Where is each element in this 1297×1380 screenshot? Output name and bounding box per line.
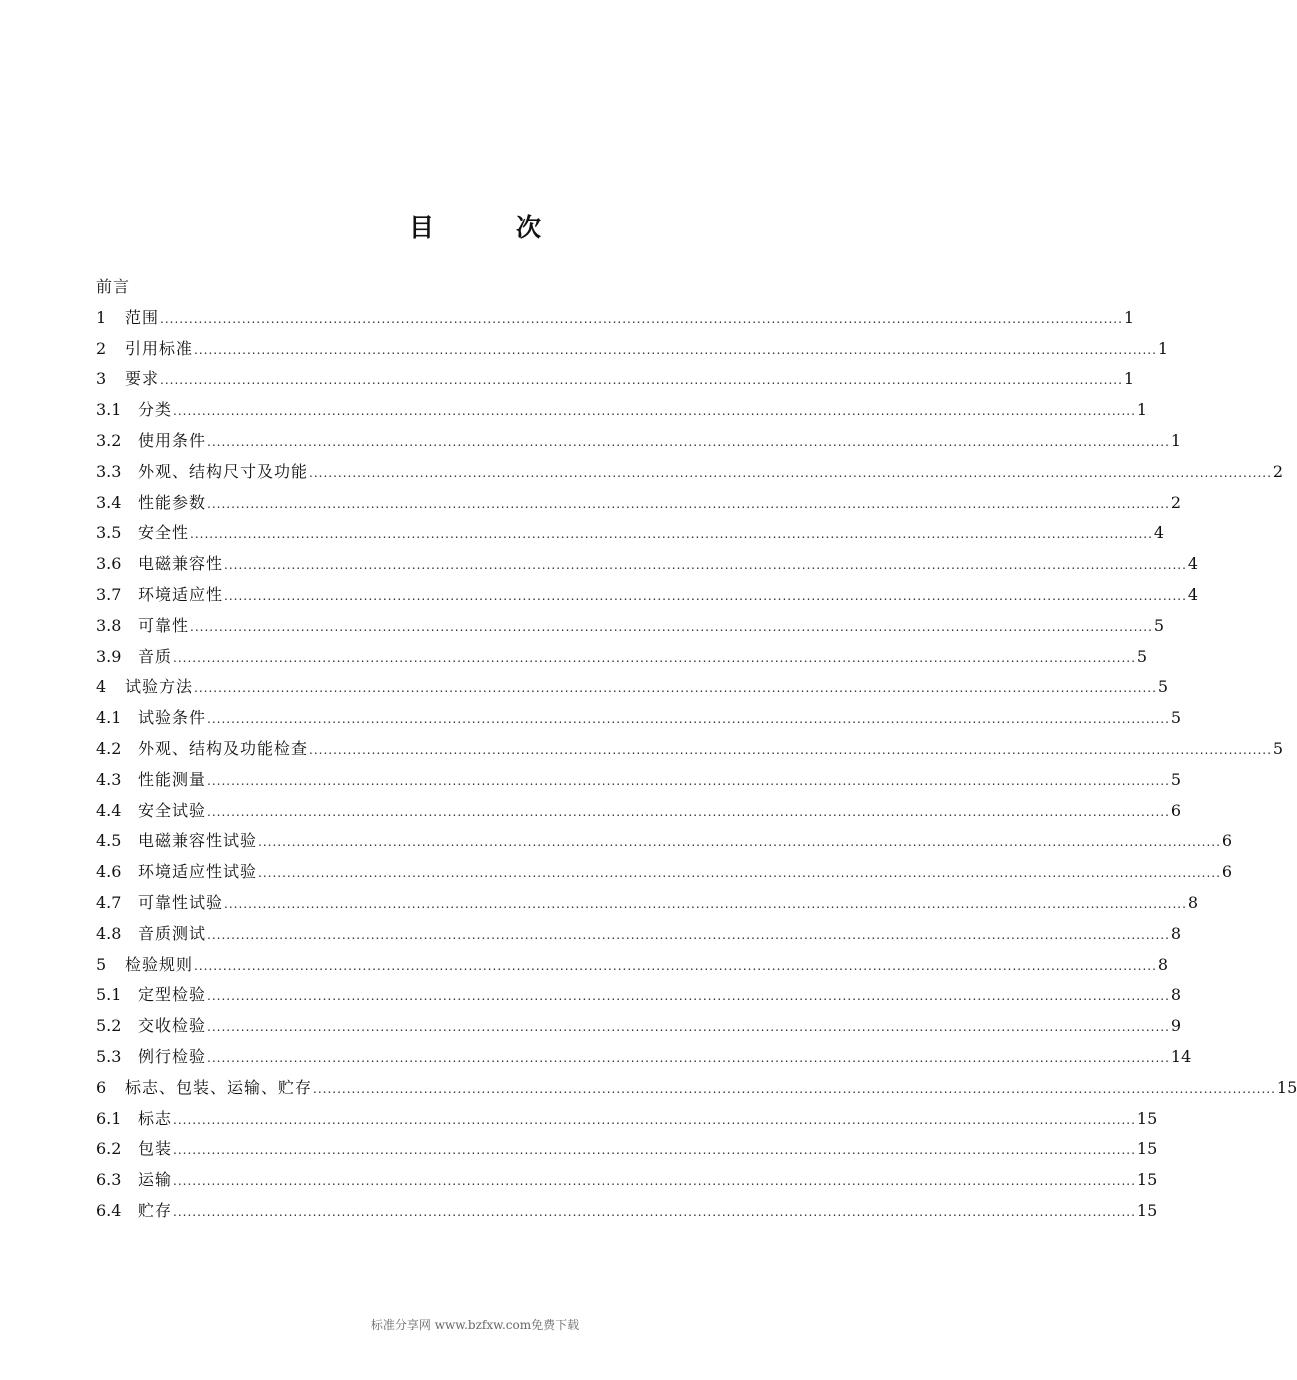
toc-entry-page: 15 xyxy=(1136,1139,1158,1159)
toc-entry-title: 交收检验 xyxy=(138,1016,207,1036)
toc-entry[interactable] xyxy=(96,672,1169,703)
toc-entry[interactable] xyxy=(96,395,1148,426)
toc-entry-number: 4.5 xyxy=(96,831,122,851)
toc-entry-number: 3.3 xyxy=(96,461,122,481)
toc-entry-title: 外观、结构尺寸及功能 xyxy=(138,461,309,481)
toc-leader-dots: ........................................................................................................................................................................................................ xyxy=(173,1174,1136,1189)
toc-entry[interactable] xyxy=(96,796,1182,827)
toc-leader-dots: ........................................................................................................................................................................................................ xyxy=(173,650,1136,665)
toc-leader-dots: ........................................................................................................................................................................................................ xyxy=(309,465,1272,480)
toc-entry-number: 6.1 xyxy=(96,1108,122,1128)
toc-entry[interactable] xyxy=(96,919,1182,950)
toc-entry[interactable] xyxy=(96,611,1165,642)
toc-leader-dots: ........................................................................................................................................................................................................ xyxy=(207,496,1170,511)
toc-entry-title: 性能测量 xyxy=(138,769,207,789)
footer-watermark: 标准分享网 www.bzfxw.com免费下载 xyxy=(370,1318,580,1332)
toc-entry-number: 3.9 xyxy=(96,646,122,666)
toc-entry-page: 1 xyxy=(1123,369,1135,389)
toc-entry-page: 6 xyxy=(1221,831,1233,851)
toc-entry[interactable] xyxy=(96,549,1199,580)
toc-entry[interactable] xyxy=(96,765,1182,796)
toc-entry-number: 3.6 xyxy=(96,554,122,574)
toc-entry-page: 15 xyxy=(1136,1170,1158,1190)
toc-leader-dots: ........................................................................................................................................................................................................ xyxy=(173,404,1136,419)
toc-entry-page: 2 xyxy=(1170,492,1182,512)
toc-entry-title: 安全性 xyxy=(138,523,190,543)
toc-entry-title: 范围 xyxy=(125,307,160,327)
toc-entry-page: 2 xyxy=(1272,461,1284,481)
toc-entry-title: 音质 xyxy=(138,646,173,666)
toc-entry-page: 5 xyxy=(1136,646,1148,666)
toc-leader-dots: ........................................................................................................................................................................................................ xyxy=(258,835,1221,850)
toc-entry-title: 可靠性试验 xyxy=(138,892,224,912)
toc-entry-number: 4.6 xyxy=(96,862,122,882)
toc-entry-number: 3.2 xyxy=(96,430,122,450)
toc-entry-title: 环境适应性 xyxy=(138,584,224,604)
toc-entry-number: 4.1 xyxy=(96,708,122,728)
toc-entry-title: 外观、结构及功能检查 xyxy=(138,738,309,758)
toc-entry-page: 1 xyxy=(1136,400,1148,420)
toc-entry-number: 3 xyxy=(96,369,107,389)
toc-entry-title: 检验规则 xyxy=(125,954,194,974)
toc-leader-dots: ........................................................................................................................................................................................................ xyxy=(160,373,1123,388)
toc-leader-dots: ........................................................................................................................................................................................................ xyxy=(207,1050,1170,1065)
toc-entry-title: 电磁兼容性 xyxy=(138,554,224,574)
toc-entry-title: 安全试验 xyxy=(138,800,207,820)
toc-leader-dots: ........................................................................................................................................................................................................ xyxy=(207,773,1170,788)
toc-entry-title: 运输 xyxy=(138,1170,173,1190)
table-of-contents xyxy=(96,272,1297,1227)
toc-entry-page: 4 xyxy=(1187,584,1199,604)
toc-entry-title: 标志、包装、运输、贮存 xyxy=(125,1077,313,1097)
toc-entry-page: 5 xyxy=(1157,677,1169,697)
toc-entry-title: 分类 xyxy=(138,400,173,420)
toc-entry[interactable] xyxy=(96,980,1182,1011)
toc-entry[interactable] xyxy=(96,826,1233,857)
toc-entry-title: 使用条件 xyxy=(138,430,207,450)
toc-entry-page: 14 xyxy=(1170,1046,1192,1066)
toc-entry-title: 引用标准 xyxy=(125,338,194,358)
toc-entry-number: 6.4 xyxy=(96,1200,122,1220)
toc-leader-dots: ........................................................................................................................................................................................................ xyxy=(173,1112,1136,1127)
toc-leader-dots: ........................................................................................................................................................................................................ xyxy=(207,927,1170,942)
toc-entry-title: 可靠性 xyxy=(138,615,190,635)
toc-entry[interactable] xyxy=(96,1165,1158,1196)
toc-leader-dots: ........................................................................................................................................................................................................ xyxy=(190,527,1153,542)
toc-entry-title: 环境适应性试验 xyxy=(138,862,258,882)
toc-leader-dots: ........................................................................................................................................................................................................ xyxy=(173,1143,1136,1158)
toc-entry-number: 3.8 xyxy=(96,615,122,635)
toc-entry-number: 4.4 xyxy=(96,800,122,820)
toc-entry[interactable] xyxy=(96,1073,1297,1104)
toc-entry[interactable] xyxy=(96,888,1199,919)
toc-entry-title: 前言 xyxy=(96,277,131,296)
toc-leader-dots: ........................................................................................................................................................................................................ xyxy=(258,866,1221,881)
toc-entry-number: 4.7 xyxy=(96,892,122,912)
title-char-1: 目 xyxy=(408,213,434,242)
toc-leader-dots: ........................................................................................................................................................................................................ xyxy=(190,619,1153,634)
toc-leader-dots: ........................................................................................................................................................................................................ xyxy=(194,342,1157,357)
toc-entry[interactable] xyxy=(96,642,1148,673)
toc-entry-page: 5 xyxy=(1272,738,1284,758)
toc-entry-page: 4 xyxy=(1153,523,1165,543)
toc-leader-dots: ........................................................................................................................................................................................................ xyxy=(207,712,1170,727)
toc-entry-number: 5.1 xyxy=(96,985,122,1005)
toc-entry-number: 3.4 xyxy=(96,492,122,512)
toc-entry[interactable] xyxy=(96,1042,1192,1073)
toc-entry-title: 性能参数 xyxy=(138,492,207,512)
toc-entry[interactable] xyxy=(96,272,879,303)
toc-entry-page: 5 xyxy=(1170,769,1182,789)
toc-entry[interactable] xyxy=(96,488,1182,519)
toc-entry-title: 贮存 xyxy=(138,1200,173,1220)
toc-leader-dots: ........................................................................................................................................................................................................ xyxy=(207,804,1170,819)
toc-entry-page: 15 xyxy=(1136,1200,1158,1220)
toc-entry[interactable] xyxy=(96,364,1135,395)
toc-entry-number: 2 xyxy=(96,338,107,358)
toc-entry-page: 1 xyxy=(1123,307,1135,327)
toc-entry-title: 电磁兼容性试验 xyxy=(138,831,258,851)
toc-entry[interactable] xyxy=(96,580,1199,611)
toc-entry-page: 15 xyxy=(1136,1108,1158,1128)
toc-leader-dots: ........................................................................................................................................................................................................ xyxy=(194,681,1157,696)
toc-entry[interactable] xyxy=(96,1104,1158,1135)
toc-leader-dots: ........................................................................................................................................................................................................ xyxy=(207,989,1170,1004)
toc-entry-title: 定型检验 xyxy=(138,985,207,1005)
toc-entry-page: 6 xyxy=(1170,800,1182,820)
toc-entry-page: 4 xyxy=(1187,554,1199,574)
toc-entry-number: 4.3 xyxy=(96,769,122,789)
toc-entry-number: 3.7 xyxy=(96,584,122,604)
toc-leader-dots: ........................................................................................................................................................................................................ xyxy=(224,896,1187,911)
toc-entry-number: 6 xyxy=(96,1077,107,1097)
toc-entry-number: 6.3 xyxy=(96,1170,122,1190)
toc-entry-page: 15 xyxy=(1276,1077,1297,1097)
toc-entry[interactable] xyxy=(96,334,1169,365)
toc-entry[interactable] xyxy=(96,457,1284,488)
toc-leader-dots: ........................................................................................................................................................................................................ xyxy=(207,1020,1170,1035)
toc-entry-title: 包装 xyxy=(138,1139,173,1159)
toc-entry-page: 8 xyxy=(1170,923,1182,943)
toc-entry-page: 8 xyxy=(1170,985,1182,1005)
page-title xyxy=(0,208,950,244)
toc-entry-title: 标志 xyxy=(138,1108,173,1128)
toc-entry-number: 1 xyxy=(96,307,107,327)
toc-entry[interactable] xyxy=(96,1196,1158,1227)
toc-entry-title: 试验条件 xyxy=(138,708,207,728)
toc-entry-number: 5.2 xyxy=(96,1016,122,1036)
toc-entry-title: 例行检验 xyxy=(138,1046,207,1066)
toc-entry[interactable] xyxy=(96,950,1169,981)
toc-leader-dots: ........................................................................................................................................................................................................ xyxy=(309,742,1272,757)
toc-entry-page: 5 xyxy=(1170,708,1182,728)
toc-entry-title: 试验方法 xyxy=(125,677,194,697)
toc-entry[interactable] xyxy=(96,518,1165,549)
toc-leader-dots: ........................................................................................................................................................................................................ xyxy=(207,434,1170,449)
title-char-2: 次 xyxy=(516,213,542,242)
toc-entry-page: 1 xyxy=(1170,430,1182,450)
toc-leader-dots: ........................................................................................................................................................................................................ xyxy=(313,1081,1276,1096)
toc-entry-number: 4 xyxy=(96,677,107,697)
toc-entry-number: 5 xyxy=(96,954,107,974)
toc-entry[interactable] xyxy=(96,1011,1182,1042)
toc-entry[interactable] xyxy=(96,734,1284,765)
toc-entry[interactable] xyxy=(96,703,1182,734)
toc-entry-title: 要求 xyxy=(125,369,160,389)
toc-entry-number: 4.2 xyxy=(96,738,122,758)
toc-entry-title: 音质测试 xyxy=(138,923,207,943)
toc-entry-number: 3.5 xyxy=(96,523,122,543)
toc-entry-page: 5 xyxy=(1153,615,1165,635)
toc-entry-number: 5.3 xyxy=(96,1046,122,1066)
toc-leader-dots: ........................................................................................................................................................................................................ xyxy=(224,588,1187,603)
toc-entry-number: 3.1 xyxy=(96,400,122,420)
toc-entry[interactable] xyxy=(96,303,1135,334)
toc-entry-page: 6 xyxy=(1221,862,1233,882)
toc-leader-dots: ........................................................................................................................................................................................................ xyxy=(160,311,1123,326)
toc-entry-page: 8 xyxy=(1157,954,1169,974)
toc-entry[interactable] xyxy=(96,857,1233,888)
toc-entry-number: 4.8 xyxy=(96,923,122,943)
toc-entry-number: 6.2 xyxy=(96,1139,122,1159)
toc-entry-page: 8 xyxy=(1187,892,1199,912)
toc-leader-dots: ........................................................................................................................................................................................................ xyxy=(194,958,1157,973)
toc-entry[interactable] xyxy=(96,426,1182,457)
toc-leader-dots: ........................................................................................................................................................................................................ xyxy=(224,558,1187,573)
toc-entry[interactable] xyxy=(96,1134,1158,1165)
toc-entry-page: 9 xyxy=(1170,1016,1182,1036)
toc-entry-page: 1 xyxy=(1157,338,1169,358)
toc-leader-dots: ........................................................................................................................................................................................................ xyxy=(173,1204,1136,1219)
